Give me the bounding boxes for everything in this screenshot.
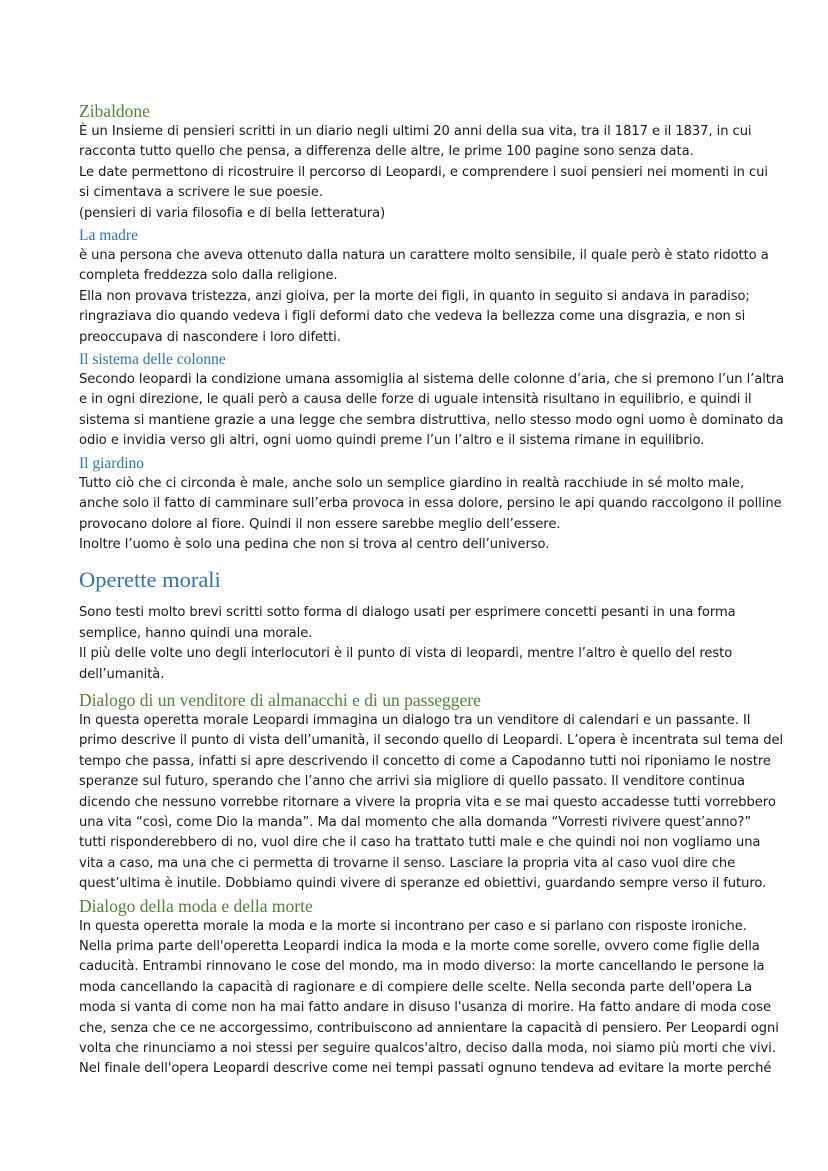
paragraph-line: volta che rinunciamo a noi stessi per seguire qualcos'altro, deciso dalla moda, noi siamo più morti che vivi.	[79, 1041, 776, 1057]
section-giardino	[79, 454, 788, 556]
paragraph-line: Ella non provava tristezza, anzi gioiva, per la morte dei figli, in quanto in seguito si andava in paradiso;	[79, 288, 750, 304]
paragraph-line: provocano dolore al fiore. Quindi il non essere sarebbe meglio dell’essere.	[79, 516, 561, 532]
paragraph-line: e in ogni direzione, le quali però a causa delle forze di uguale intensità risultano in equilibrio, e quindi il	[79, 392, 752, 408]
paragraph-line: tutti risponderebbero di no, vuol dire che il caso ha trattato tutti male e che quindi noi non vogliamo una	[79, 835, 761, 851]
paragraph-line: ringraziava dio quando vedeva i figli deformi dato che vedeva la bellezza come una disgrazia, e non si	[79, 309, 746, 325]
paragraph-line: racconta tutto quello che pensa, a differenza delle altre, le prime 100 pagine sono senza data.	[79, 144, 694, 160]
paragraph-line: Le date permettono di ricostruire il percorso di Leopardi, e comprendere i suoi pensieri nei momenti in cui	[79, 164, 768, 180]
heading-operette-morali: Operette morali	[79, 567, 221, 593]
section-operette-morali	[79, 565, 788, 685]
paragraph-line: dicendo che nessuno vorrebbe ritornare a vivere la propria vita e se mai questo accadesse tutti vorrebbero	[79, 794, 776, 810]
paragraph-line: Nella prima parte dell'operetta Leopardi indica la moda e la morte come sorelle, ovvero come figlie della	[79, 939, 760, 954]
heading-zibaldone: Zibaldone	[79, 101, 150, 121]
paragraph-line: si cimentava a scrivere le sue poesie.	[79, 185, 323, 201]
paragraph-line: completa freddezza solo dalla religione.	[79, 268, 338, 284]
section-madre	[79, 226, 788, 348]
paragraph-line: moda si vanta di come non ha mai fatto andare in disuso l'usanza di morire. Ha fatto andare di moda cose	[79, 1000, 772, 1016]
paragraph-line: Sono testi molto brevi scritti sotto forma di dialogo usati per esprimere concetti pesanti in una forma	[79, 605, 736, 621]
paragraph-line: Nel finale dell'opera Leopardi descrive come nei tempi passati ognuno tendeva ad evitare la morte perché	[79, 1061, 772, 1077]
heading-dialogo-almanacchi: Dialogo di un venditore di almanacchi e di un passeggere	[79, 689, 481, 710]
paragraph-line: primo descrive il punto di vista dell’umanità, il secondo quello di Leopardi. L’opera è incentrata sul tema del	[79, 733, 784, 749]
paragraph-line: (pensieri di varia filosofia e di bella letteratura)	[79, 205, 386, 221]
paragraph-line: anche solo il fatto di camminare sull’erba provoca in essa dolore, persino le api quando raccolgono il polline	[79, 496, 782, 512]
paragraph-line: moda cancellando la capacità di ragionare e di compiere delle scelte. Nella seconda parte dell'opera La	[79, 979, 753, 995]
paragraph-line: sistema si mantiene grazie a una legge che sembra distruttiva, nello stesso modo ogni uomo è dominato da	[79, 412, 784, 428]
heading-giardino: Il giardino	[79, 454, 144, 472]
paragraph-line: Il più delle volte uno degli interlocutori è il punto di vista di leopardi, mentre l’altro è quello del resto	[79, 646, 733, 662]
paragraph-line: una vita “così, come Dio la manda”. Ma dal momento che alla domanda “Vorresti rivivere quest’anno?”	[79, 814, 752, 830]
paragraph-line: caducità. Entrambi rinnovano le cose del mondo, ma in modo diverso: la morte cancellando le persone la	[79, 959, 765, 975]
paragraph-line: è una persona che aveva ottenuto dalla natura un carattere molto sensibile, il quale però è stato ridotto a	[79, 248, 769, 264]
paragraph-line: Inoltre l’uomo è solo una pedina che non si trova al centro dell’universo.	[79, 536, 550, 552]
paragraph-line: semplice, hanno quindi una morale.	[79, 625, 313, 641]
heading-sistema-colonne: Il sistema delle colonne	[79, 351, 226, 369]
section-zibaldone	[79, 100, 788, 224]
section-colonne	[79, 350, 788, 452]
paragraph-line: che, senza che ce ne accorgessimo, contribuiscono ad annientare la capacità di pensiero. Per Leopardi ogni	[79, 1020, 779, 1036]
section-almanacchi	[79, 689, 788, 895]
paragraph-line: odio e invidia verso gli altri, ogni uomo quindi preme l’un l’altro e il sistema rimane in equilibrio.	[79, 433, 705, 449]
paragraph-line: È un Insieme di pensieri scritti in un diario negli ultimi 20 anni della sua vita, tra il 1817 e il 1837, in cui	[79, 124, 752, 139]
paragraph-line: vita a caso, ma una che ci permetta di trovarne il senso. Lasciare la propria vita al caso vuol dire che	[79, 855, 736, 871]
paragraph-line: In questa operetta morale Leopardi immagina un dialogo tra un venditore di calendari e un passante. Il	[79, 712, 751, 728]
paragraph-line: quest’ultima è inutile. Dobbiamo quindi vivere di speranze ed obiettivi, guardando sempre verso il futuro.	[79, 876, 767, 892]
paragraph-line: preoccupava di nascondere i loro difetti.	[79, 329, 341, 345]
section-moda-morte	[79, 895, 788, 1080]
paragraph-line: Secondo leopardi la condizione umana assomiglia al sistema delle colonne d’aria, che si premono l’un l’altra	[79, 372, 785, 388]
paragraph-line: Tutto ciò che ci circonda è male, anche solo un semplice giardino in realtà racchiude in sé molto male,	[79, 475, 745, 491]
paragraph-line: speranze sul futuro, sperando che l’anno che arrivi sia migliore di quello passato. Il venditore continua	[79, 774, 746, 790]
heading-la-madre: La madre	[79, 227, 138, 245]
paragraph-line: In questa operetta morale la moda e la morte si incontrano per caso e si parlano con risposte ironiche.	[79, 918, 747, 934]
paragraph-line: dell’umanità.	[79, 666, 165, 682]
paragraph-line: tempo che passa, infatti si apre descrivendo il concetto di come a Capodanno tutti noi riponiamo le nostre	[79, 753, 771, 769]
heading-dialogo-moda-morte: Dialogo della moda e della morte	[79, 895, 313, 916]
